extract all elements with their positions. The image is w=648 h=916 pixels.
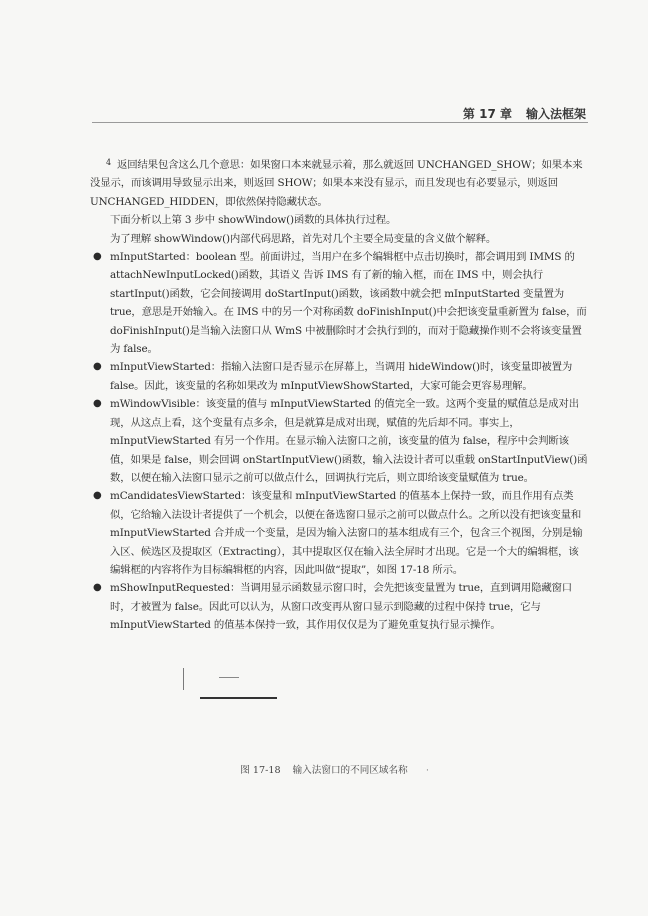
list-item-text: mCandidatesViewStarted：该变量和 mInputViewStarted 的值基本上保持一致，而且作用有点类似，它给输入法设计者提供了一个机会，以便在备选窗口显示之前可以做点什么。之所以没有把该变量和 mInputViewStarted 合并成一个变量，是因为输入法窗口的基本组成有三个，包含三个视图，分别是输入区、候选区及提取区（Extracting），其中提取区仅在输入法全屏时才出现。它是一个大的编辑框，该编辑框的内容将作为目标编辑框的内容，因此叫做“提取”，如图 17-18 所示。 <box>110 490 583 576</box>
figure-caption <box>0 762 648 776</box>
running-header <box>463 105 586 122</box>
paragraph-analysis-intro: 下面分析以上第 3 步中 showWindow()函数的具体执行过程。 <box>110 214 397 227</box>
list-item-text: mInputViewStarted：指输入法窗口是否显示在屏幕上，当调用 hideWindow()时，该变量即被置为 false。因此，该变量的名称如果改为 mInputViewShowStarted，大家可能会更容易理解。 <box>110 361 573 392</box>
figure-vertical-stroke <box>183 668 184 690</box>
bullet-icon: ● <box>93 361 102 373</box>
figure-caption-number: 图 17-18 <box>240 765 281 776</box>
body-text <box>90 154 588 635</box>
figure-thin-stroke <box>219 677 239 678</box>
variable-list <box>90 248 588 635</box>
list-item-mwindowvisible <box>90 395 588 487</box>
paragraph-return-values <box>90 154 588 211</box>
bullet-icon: ● <box>93 251 102 263</box>
figure-thick-stroke <box>200 697 277 699</box>
list-item-minputviewstarted <box>90 358 588 395</box>
list-item-text: mWindowVisible：该变量的值与 mInputViewStarted 的值完全一致。这两个变量的赋值总是成对出现，从这点上看，这个变量有点多余，但是就算是成对出现，赋值的先后却不同。事实上，mInputViewStarted 有另一个作用。在显示输入法窗口之前，该变量的值为 false，程序中会判断该值，如果是 false，则会回调 onStartInputView()函数，输入法设计者可以重载 onStartInputView()函数，以便在输入法窗口显示之前可以做点什么，回调执行完后，则立即给该变量赋值为 true。 <box>110 398 588 484</box>
chapter-number: 第 17 章 <box>462 107 512 121</box>
paragraph-text: 返回结果包含这么几个意思：如果窗口本来就显示着，那么就返回 UNCHANGED_SHOW；如果本来没显示，而该调用导致显示出来，则返回 SHOW；如果本来没有显示，而且发现也有必要显示，则返回 UNCHANGED_HIDDEN，即依然保持隐藏状态。 <box>90 159 583 208</box>
list-item-text: mShowInputRequested：当调用显示函数显示窗口时，会先把该变量置为 true，直到调用隐藏窗口时，才被置为 false。因此可以认为，从窗口改变再从窗口显示到隐藏的过程中保持 true，它与 mInputViewStarted 的值基本保持一致，其作用仅仅是为了避免重复执行显示操作。 <box>110 582 573 632</box>
list-item-mcandidatesviewstarted <box>90 487 588 579</box>
scan-speck: · <box>426 766 429 776</box>
list-item-minputstarted <box>90 248 588 358</box>
list-item-text: mInputStarted：boolean 型。前面讲过，当用户在多个编辑框中点击切换时，都会调用到 IMMS 的 attachNewInputLocked()函数，其语义 告诉 IMS 有了新的输入框，而在 IMS 中，则会执行 startInput()函数，它会间接调用 doStartInput()函数，该函数中就会把 mInputStarted 变量置为 true，意思是开始输入。在 IMS 中的另一个对称函数 doFinishInput()中会把该变量重新置为 false，而 doFinishInput()是当输入法窗口从 WmS 中被删除时才会执行到的，而对于隐藏操作则不会将该变量置为 false。 <box>110 251 587 356</box>
list-item-mshowinputrequested <box>90 579 588 634</box>
figure-caption-text: 输入法窗口的不同区域名称 <box>292 765 408 776</box>
paragraph-variables-intro: 为了理解 showWindow()内部代码思路，首先对几个主要全局变量的含义做个解释。 <box>110 232 497 245</box>
footnote-marker: 4 <box>106 158 111 167</box>
header-rule <box>92 122 588 123</box>
bullet-icon: ● <box>93 490 102 502</box>
chapter-title: 输入法框架 <box>525 107 586 121</box>
bullet-icon: ● <box>93 582 102 594</box>
bullet-icon: ● <box>93 398 102 410</box>
